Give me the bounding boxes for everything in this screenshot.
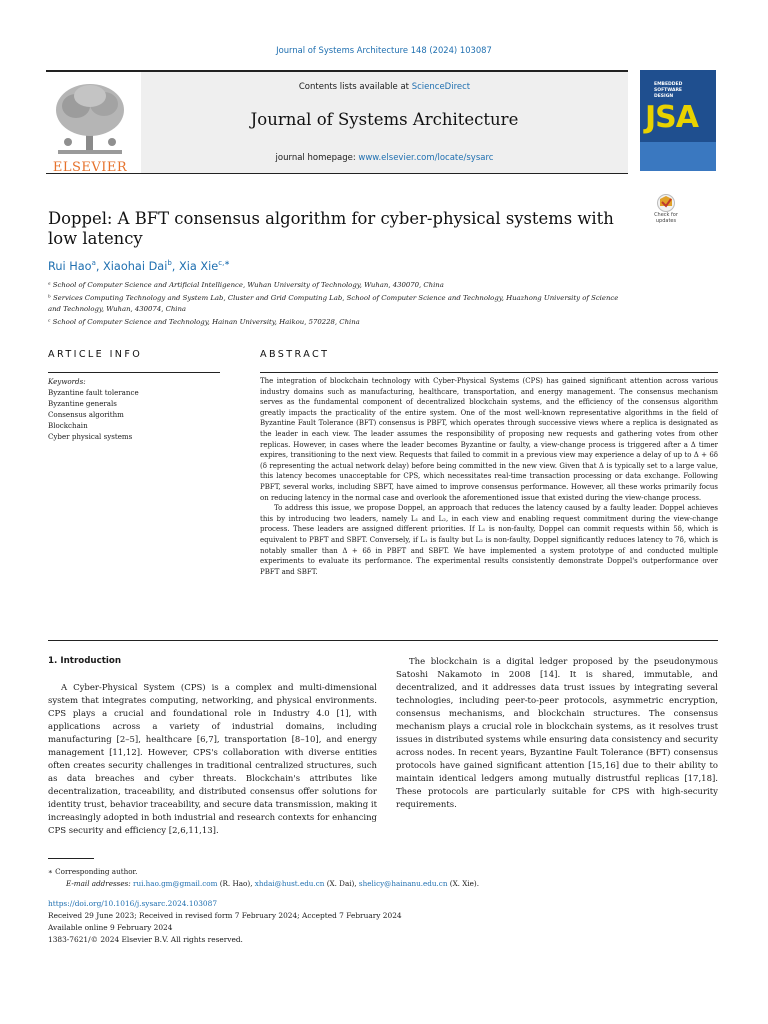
journal-cover-image[interactable] (640, 70, 716, 171)
abstract-text (260, 376, 718, 577)
affiliation-b-cont: and Technology, Wuhan, 430074, China (48, 305, 187, 313)
abstract-rule (260, 372, 718, 373)
sciencedirect-link[interactable]: ScienceDirect (411, 82, 471, 92)
keyword-item: Byzantine generals (48, 399, 117, 408)
affiliation-c: ᶜ School of Computer Science and Technology, Hainan University, Haikou, 570228, China (48, 318, 360, 326)
check-for-updates-button[interactable] (647, 193, 685, 229)
homepage-line (141, 153, 628, 163)
affiliation-a: ᵃ School of Computer Science and Artificial Intelligence, Wuhan University of Technology, Wuhan, 430070, China (48, 281, 444, 289)
keyword-item: Byzantine fault tolerance (48, 388, 139, 397)
author-link[interactable]: Xia Xie$^{c,∗}$ (178, 259, 231, 273)
introduction-heading: 1. Introduction (48, 656, 122, 666)
email-link[interactable]: shelicy@hainanu.edu.cn (358, 879, 448, 888)
keywords-list (48, 376, 139, 442)
email-label: E-mail addresses: (66, 879, 131, 888)
journal-header-panel (141, 72, 628, 173)
publisher-name: ELSEVIER (52, 160, 128, 175)
article-info-rule (48, 372, 220, 373)
email-link[interactable]: rui.hao.gm@gmail.com (133, 879, 218, 888)
abstract-heading: ABSTRACT (260, 349, 330, 360)
author-link[interactable]: Rui Hao$^a$ (48, 259, 96, 273)
intro-right-column (396, 656, 718, 812)
journal-name: Journal of Systems Architecture (250, 110, 519, 129)
check-updates-icon (647, 193, 685, 213)
email-owner: (R. Hao), (219, 879, 253, 888)
homepage-link[interactable]: www.elsevier.com/locate/sysarc (358, 153, 494, 163)
article-title: Doppel: A BFT consensus algorithm for cyber-physical systems with low latency (48, 209, 614, 248)
email-owner: (X. Dai), (326, 879, 357, 888)
corresponding-author-note: ∗ Corresponding author. (48, 867, 138, 876)
copyright: 1383-7621/© 2024 Elsevier B.V. All rights reserved. (48, 935, 243, 944)
check-updates-label: Check for updates (654, 212, 678, 224)
keyword-item: Blockchain (48, 421, 88, 430)
affiliation-b: ᵇ Services Computing Technology and System Lab, Cluster and Grid Computing Lab, School of Computer Science and Technology, Huazhong University of Science (48, 294, 619, 302)
abstract-paragraph-1: The integration of blockchain technology with Cyber-Physical Systems (CPS) has gained significant attention across various industry domains such as manufacturing, healthcare, transportation, and energy management. The consensus mechanism serves as the fundamental component of decentralized blockchain systems, and the efficiency of the consensus algorithm greatly impacts the practicality of the entire system. One of the most well-known representative algorithms in the field of Byzantine Fault Tolerance (BFT) consensus is PBFT, which operates through successive views where a replica is designated as the leader in each view. The leader assumes the responsibility of proposing new requests and gathering votes from other replicas. However, in cases where the leader becomes Byzantine or faulty, a view-change process is triggered after a Δ timer expires, transitioning to the next view. Requests that failed to commit in a previous view may experience a delay of up to Δ + 6δ (δ representing the actual network delay) before being committed in the new view. Given that Δ is typically set to a large value, this latency becomes unacceptable for CPS, which necessitates real-time transaction processing or data exchange. Following PBFT, several works, including SBFT, have aimed to improve consensus performance. However, all these works primarily focus on reducing latency in the normal case and overlook the aforementioned issue that existed during the view-change process. (260, 377, 718, 502)
contents-line (141, 82, 628, 92)
journal-citation-link[interactable]: Journal of Systems Architecture 148 (2024) 103087 (276, 45, 492, 55)
elsevier-logo (50, 80, 130, 175)
cover-subtitle: EMBEDDED SOFTWARE DESIGN (654, 82, 683, 99)
available-online: Available online 9 February 2024 (48, 923, 173, 932)
keywords-label: Keywords: (48, 377, 86, 386)
abstract-paragraph-2: To address this issue, we propose Doppel, an approach that reduces the latency caused by a faulty leader. Doppel achieves this by introducing two leaders, namely L₁ and L₂, in each view and enabling request commitment during the view-change process. These leaders are assigned different priorities. If L₁ is non-faulty, Doppel can commit requests within 5δ, which is equivalent to PBFT and SBFT. Conversely, if L₁ is faulty but L₂ is non-faulty, Doppel significantly reduces latency to 7δ, which is notably smaller than Δ + 6δ in PBFT and SBFT. We have implemented a system prototype of and conducted multiple experiments to evaluate its performance. The experimental results consistently demonstrate Doppel's outperformance over PBFT and SBFT. (260, 504, 718, 576)
cover-title: JSA (645, 100, 698, 135)
email-owner: (X. Xie). (449, 879, 480, 888)
doi-link[interactable]: https://doi.org/10.1016/j.sysarc.2024.103087 (48, 899, 218, 908)
author-link[interactable]: Xiaohai Dai$^b$ (103, 259, 172, 273)
homepage-prefix: journal homepage: (275, 153, 359, 163)
journal-header (46, 70, 628, 174)
abstract-bottom-rule (48, 640, 718, 641)
cover-stripe (640, 142, 716, 171)
received-dates: Received 29 June 2023; Received in revised form 7 February 2024; Accepted 7 February 2024 (48, 911, 402, 920)
keyword-item: Cyber physical systems (48, 432, 133, 441)
intro-left-column (48, 682, 377, 838)
email-link[interactable]: xhdai@hust.edu.cn (254, 879, 325, 888)
author-list: Rui Hao$^a$, Xiaohai Dai$^b$, Xia Xie$^{c,∗}$ (48, 259, 231, 273)
email-addresses (66, 878, 479, 889)
footnote-rule (48, 858, 94, 859)
article-info-heading: ARTICLE INFO (48, 349, 143, 360)
intro-paragraph-2: The blockchain is a digital ledger proposed by the pseudonymous Satoshi Nakamoto in 2008 [14]. It is shared, immutable, and decentralized, and it addresses data trust issues by integrating several technologies, including peer-to-peer protocols, asymmetric encryption, consensus mechanisms, and blockchain structures. The consensus mechanism plays a crucial role in blockchain systems, as it resolves trust issues in distributed systems while ensuring data consistency and security across nodes. In recent years, Byzantine Fault Tolerance (BFT) consensus protocols have gained significant attention [15,16] due to their ability to maintain identical ledgers among mutually distrustful replicas [17,18]. These protocols are particularly suitable for CPS with high-security requirements. (396, 657, 718, 810)
intro-paragraph-1: A Cyber-Physical System (CPS) is a complex and multi-dimensional system that integrates computing, networking, and physical environments. CPS plays a crucial and foundational role in Industry 4.0 [1], with applications across a variety of industrial domains, including manufacturing [2–5], healthcare [6,7], transportation [8–10], and energy management [11,12]. However, CPS's collaboration with diverse entities often creates security challenges in traditional centralized structures, such as data breaches and cyber threats. Blockchain's attributes like decentralization, traceability, and distributed consensus offer solutions for identity trust, behavior traceability, and secure data transmission, making it increasingly adopted in both industrial and research contexts for enhancing CPS security and efficiency [2,6,11,13]. (48, 683, 377, 836)
keyword-item: Consensus algorithm (48, 410, 124, 419)
contents-prefix: Contents lists available at (298, 82, 412, 92)
